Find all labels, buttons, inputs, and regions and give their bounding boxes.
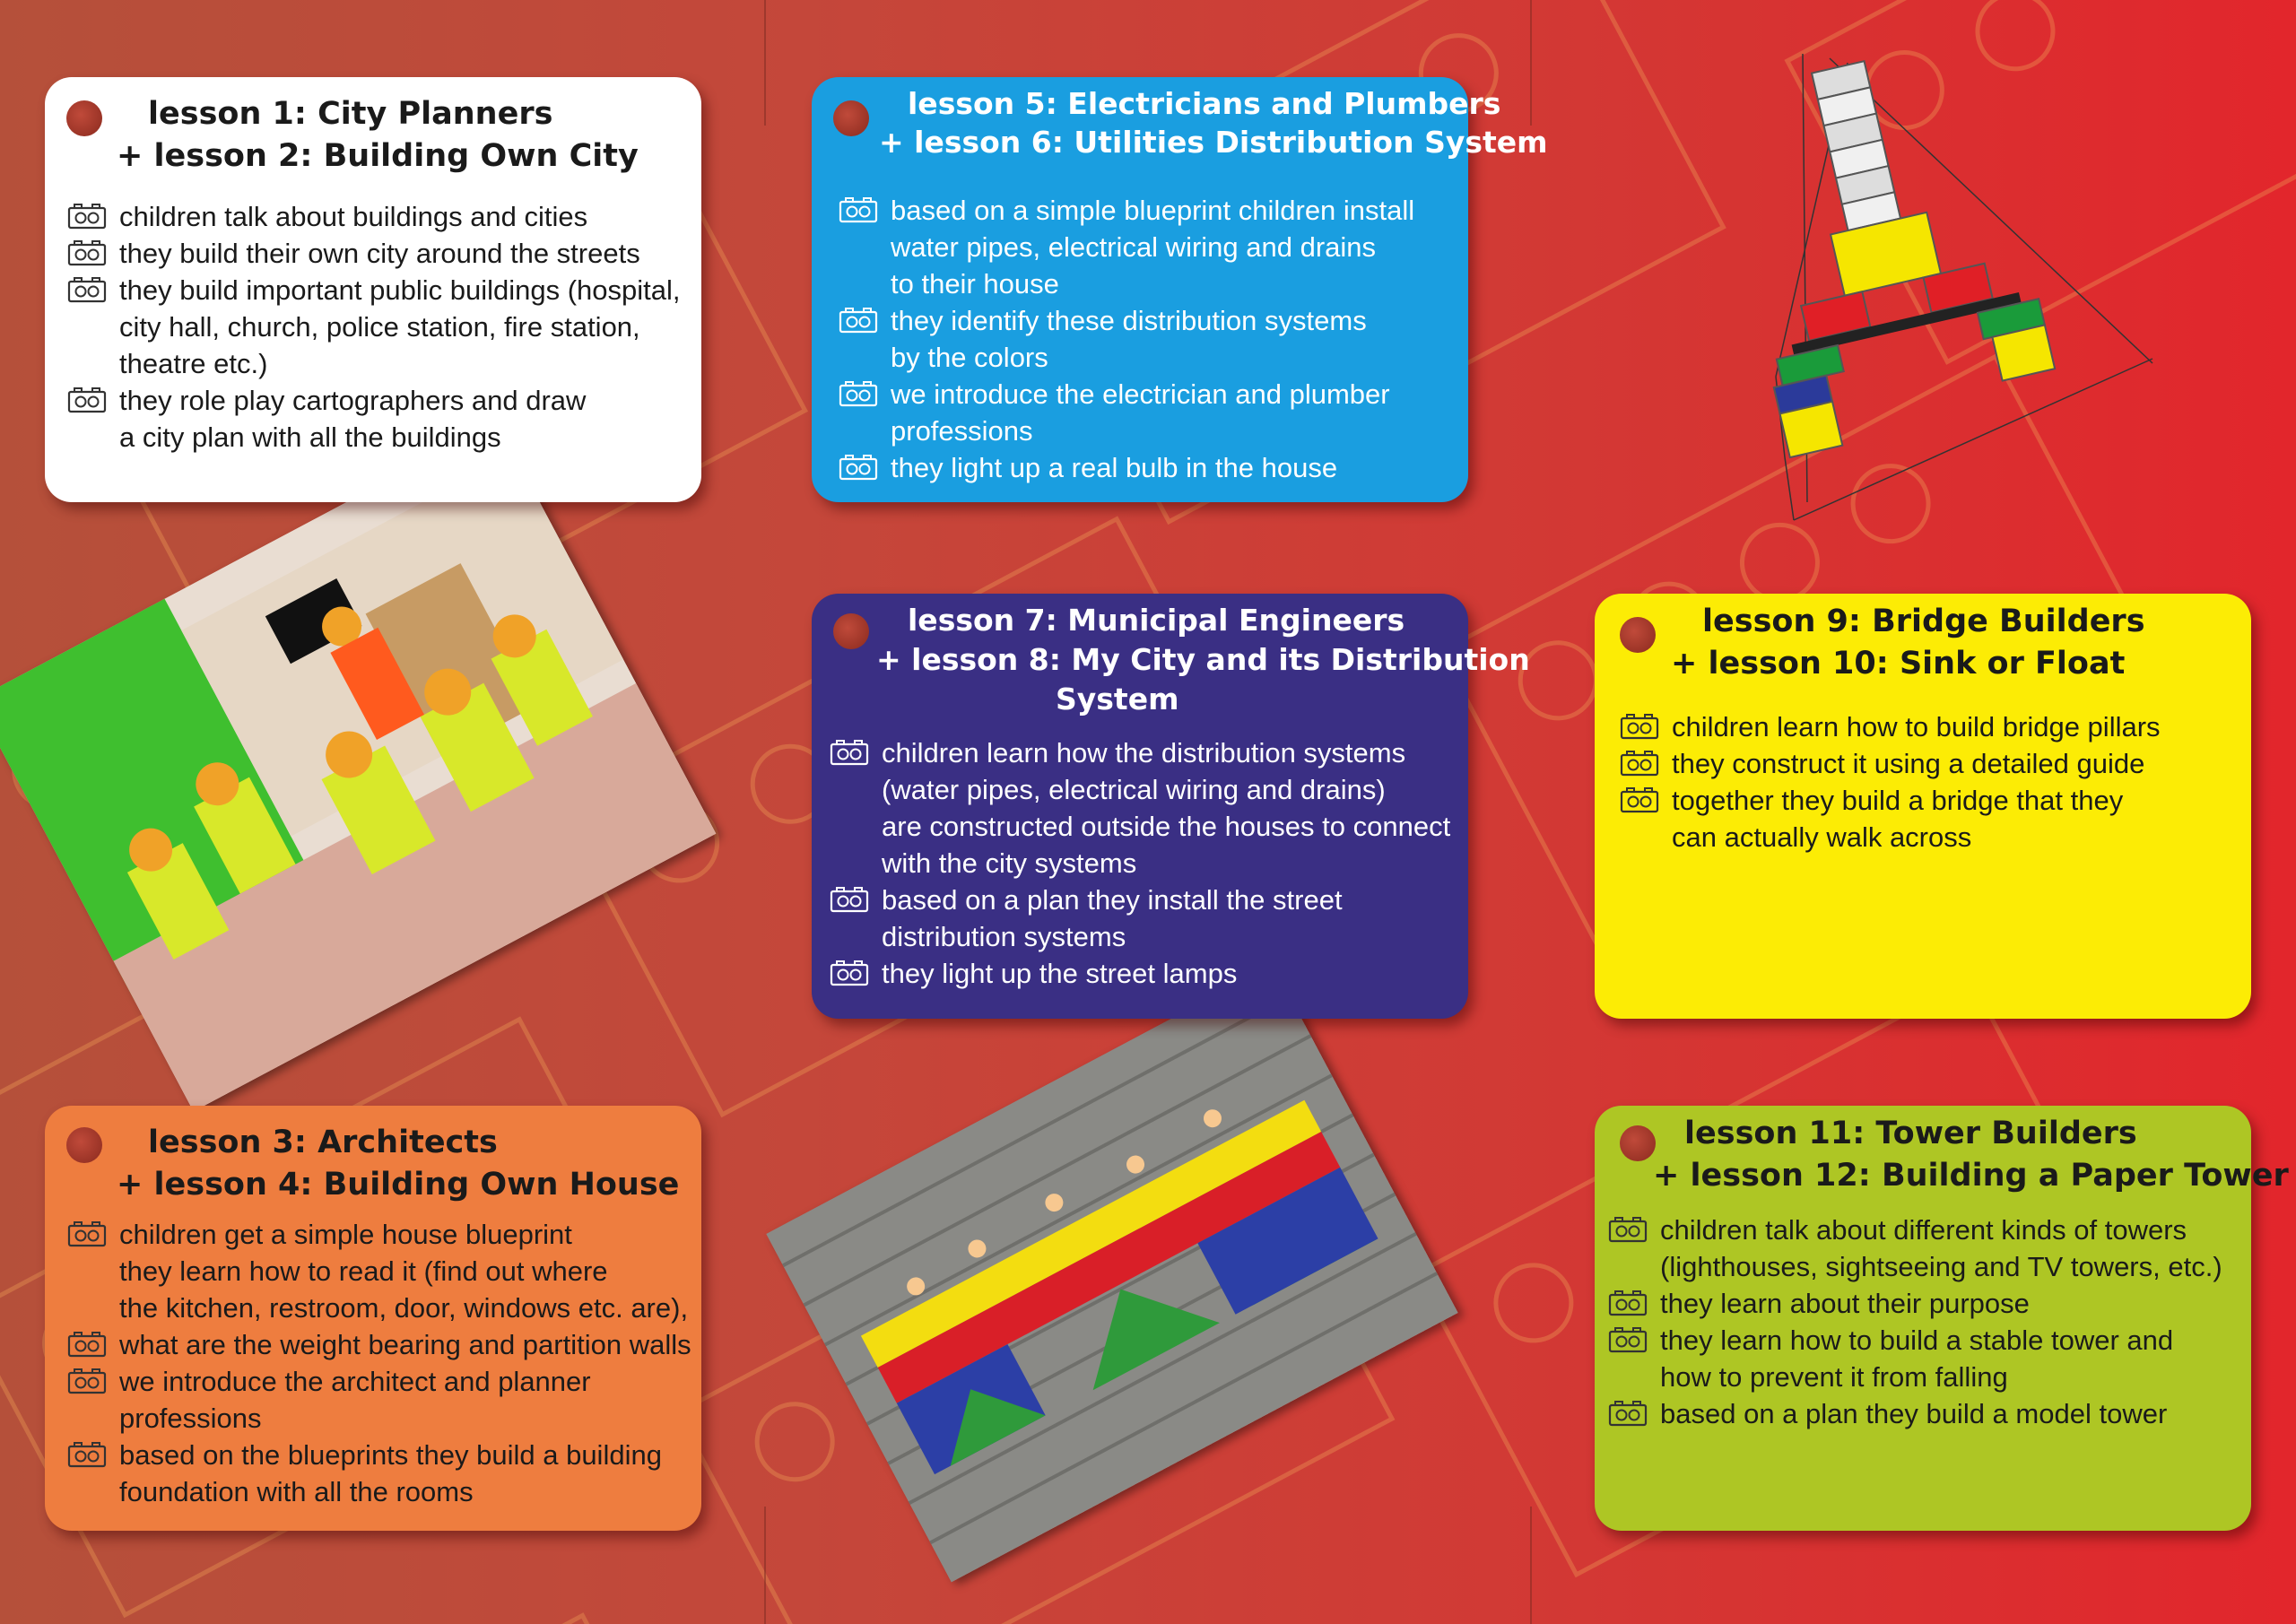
list-item [67, 1216, 691, 1326]
list-item [1620, 708, 2161, 745]
list-item [839, 376, 1414, 449]
lego-brick-bullet-icon [830, 886, 869, 913]
list-item-text: (water pipes, electrical wiring and drains) [882, 774, 1386, 805]
lego-brick-bullet-icon [1608, 1326, 1648, 1353]
list-item-text: foundation with all the rooms [119, 1476, 474, 1507]
list-item-text: they role play cartographers and draw [119, 385, 587, 416]
list-item [67, 198, 681, 235]
lego-brick-bullet-icon [1608, 1290, 1648, 1316]
list-item-text: children talk about different kinds of towers [1660, 1214, 2187, 1246]
list-item [1620, 782, 2161, 855]
list-item-text: professions [119, 1403, 262, 1434]
card-title [879, 84, 1548, 161]
title-line: lesson 3: Architects [148, 1125, 498, 1160]
card-title [117, 93, 639, 178]
title-line: lesson 11: Tower Builders [1684, 1116, 2137, 1151]
list-item-text: based on a plan they install the street [882, 884, 1343, 916]
card-dot-icon [1620, 617, 1656, 653]
title-line: lesson 5: Electricians and Plumbers [908, 86, 1501, 121]
list-item-text: we introduce the architect and planner [119, 1366, 591, 1397]
list-item-text: they build important public buildings (hospital, [119, 274, 681, 306]
card-dot-icon [66, 100, 102, 136]
title-line: lesson 1: City Planners [148, 96, 553, 132]
card-title [1653, 1113, 2289, 1197]
list-item-text: theatre etc.) [119, 348, 268, 379]
title-line: + lesson 12: Building a Paper Tower [1653, 1158, 2289, 1194]
card-title [876, 601, 1530, 719]
list-item-text: based on the blueprints they build a building [119, 1439, 662, 1471]
list-item-text: to their house [891, 268, 1059, 300]
lego-brick-bullet-icon [67, 276, 107, 303]
activity-list [67, 198, 681, 456]
lego-brick-bullet-icon [67, 1441, 107, 1468]
list-item [830, 734, 1450, 881]
list-item-text: with the city systems [882, 847, 1137, 879]
activity-list [1608, 1211, 2222, 1432]
list-item [67, 235, 681, 272]
list-item-text: what are the weight bearing and partition walls [119, 1329, 691, 1360]
list-item-text: they learn how to build a stable tower and [1660, 1324, 2174, 1356]
lego-brick-bullet-icon [830, 960, 869, 986]
list-item [1608, 1211, 2222, 1285]
list-item [1608, 1322, 2222, 1395]
list-item-text: professions [891, 415, 1033, 447]
list-item-text: children learn how to build bridge pillars [1672, 711, 2161, 743]
lego-brick-bullet-icon [839, 196, 878, 223]
lesson-1-2-card [45, 77, 701, 502]
card-dot-icon [833, 100, 869, 136]
list-item-text: they identify these distribution systems [891, 305, 1367, 336]
list-item [1608, 1285, 2222, 1322]
list-item-text: city hall, church, police station, fire station, [119, 311, 640, 343]
list-item [1620, 745, 2161, 782]
activity-list [830, 734, 1450, 992]
lesson-5-6-card [812, 77, 1548, 502]
title-line: lesson 9: Bridge Builders [1702, 604, 2145, 639]
lego-brick-bullet-icon [67, 239, 107, 266]
card-title [1671, 601, 2145, 685]
title-line: lesson 7: Municipal Engineers [908, 603, 1405, 638]
activity-list [67, 1216, 691, 1510]
list-item-text: they light up the street lamps [882, 958, 1238, 989]
card-dot-icon [1620, 1125, 1656, 1161]
list-item-text: together they build a bridge that they [1672, 785, 2124, 816]
title-line: + lesson 10: Sink or Float [1671, 646, 2126, 682]
list-item-text: children get a simple house blueprint [119, 1219, 572, 1250]
lego-brick-bullet-icon [67, 1368, 107, 1394]
lego-brick-bullet-icon [67, 1220, 107, 1247]
list-item [67, 382, 681, 456]
card-title [117, 1122, 679, 1206]
list-item [67, 1363, 691, 1437]
list-item-text: based on a simple blueprint children install [891, 195, 1415, 226]
list-item [830, 955, 1450, 992]
list-item-text: can actually walk across [1672, 821, 1972, 853]
lego-brick-bullet-icon [839, 454, 878, 481]
card-dot-icon [833, 613, 869, 649]
list-item-text: children learn how the distribution systems [882, 737, 1406, 769]
lego-brick-bullet-icon [830, 739, 869, 766]
list-item-text: a city plan with all the buildings [119, 421, 501, 453]
list-item-text: based on a plan they build a model tower [1660, 1398, 2168, 1429]
lego-brick-bullet-icon [839, 307, 878, 334]
list-item [839, 192, 1414, 302]
list-item-text: are constructed outside the houses to connect [882, 811, 1451, 842]
lego-brick-bullet-icon [1608, 1400, 1648, 1427]
lesson-11-12-card [1595, 1106, 2289, 1531]
list-item-text: how to prevent it from falling [1660, 1361, 2008, 1393]
lego-brick-bullet-icon [839, 380, 878, 407]
activity-list [839, 192, 1414, 486]
lego-brick-bullet-icon [1608, 1216, 1648, 1243]
list-item-text: distribution systems [882, 921, 1126, 952]
list-item [1608, 1395, 2222, 1432]
lesson-9-10-card [1595, 594, 2251, 1019]
list-item-text: they learn how to read it (find out where [119, 1255, 608, 1287]
lesson-3-4-card [45, 1106, 701, 1531]
list-item [839, 449, 1414, 486]
title-line: + lesson 6: Utilities Distribution System [879, 125, 1548, 160]
list-item-text: by the colors [891, 342, 1048, 373]
list-item [839, 302, 1414, 376]
title-line: + lesson 2: Building Own City [117, 138, 639, 174]
list-item-text: water pipes, electrical wiring and drains [891, 231, 1377, 263]
list-item [67, 1326, 691, 1363]
list-item-text: children talk about buildings and cities [119, 201, 588, 232]
list-item [67, 272, 681, 382]
card-dot-icon [66, 1127, 102, 1163]
list-item-text: they construct it using a detailed guide [1672, 748, 2145, 779]
list-item-text: we introduce the electrician and plumber [891, 378, 1390, 410]
title-line: System [1056, 682, 1179, 716]
lego-brick-bullet-icon [1620, 750, 1659, 777]
list-item-text: they learn about their purpose [1660, 1288, 2030, 1319]
title-line: + lesson 4: Building Own House [117, 1167, 680, 1203]
list-item-text: they light up a real bulb in the house [891, 452, 1338, 483]
lego-tower-blueprint-illustration [1722, 36, 2188, 538]
list-item-text: they build their own city around the streets [119, 238, 640, 269]
title-line: + lesson 8: My City and its Distribution [876, 642, 1530, 677]
lesson-7-8-card [812, 594, 1530, 1019]
list-item [830, 881, 1450, 955]
list-item-text: the kitchen, restroom, door, windows etc. are), [119, 1292, 689, 1324]
lego-brick-bullet-icon [67, 1331, 107, 1358]
activity-list [1620, 708, 2161, 855]
list-item-text: (lighthouses, sightseeing and TV towers, etc.) [1660, 1251, 2222, 1282]
lego-brick-bullet-icon [1620, 713, 1659, 740]
lego-brick-bullet-icon [67, 386, 107, 413]
lego-brick-bullet-icon [67, 203, 107, 230]
list-item [67, 1437, 691, 1510]
lego-brick-bullet-icon [1620, 786, 1659, 813]
